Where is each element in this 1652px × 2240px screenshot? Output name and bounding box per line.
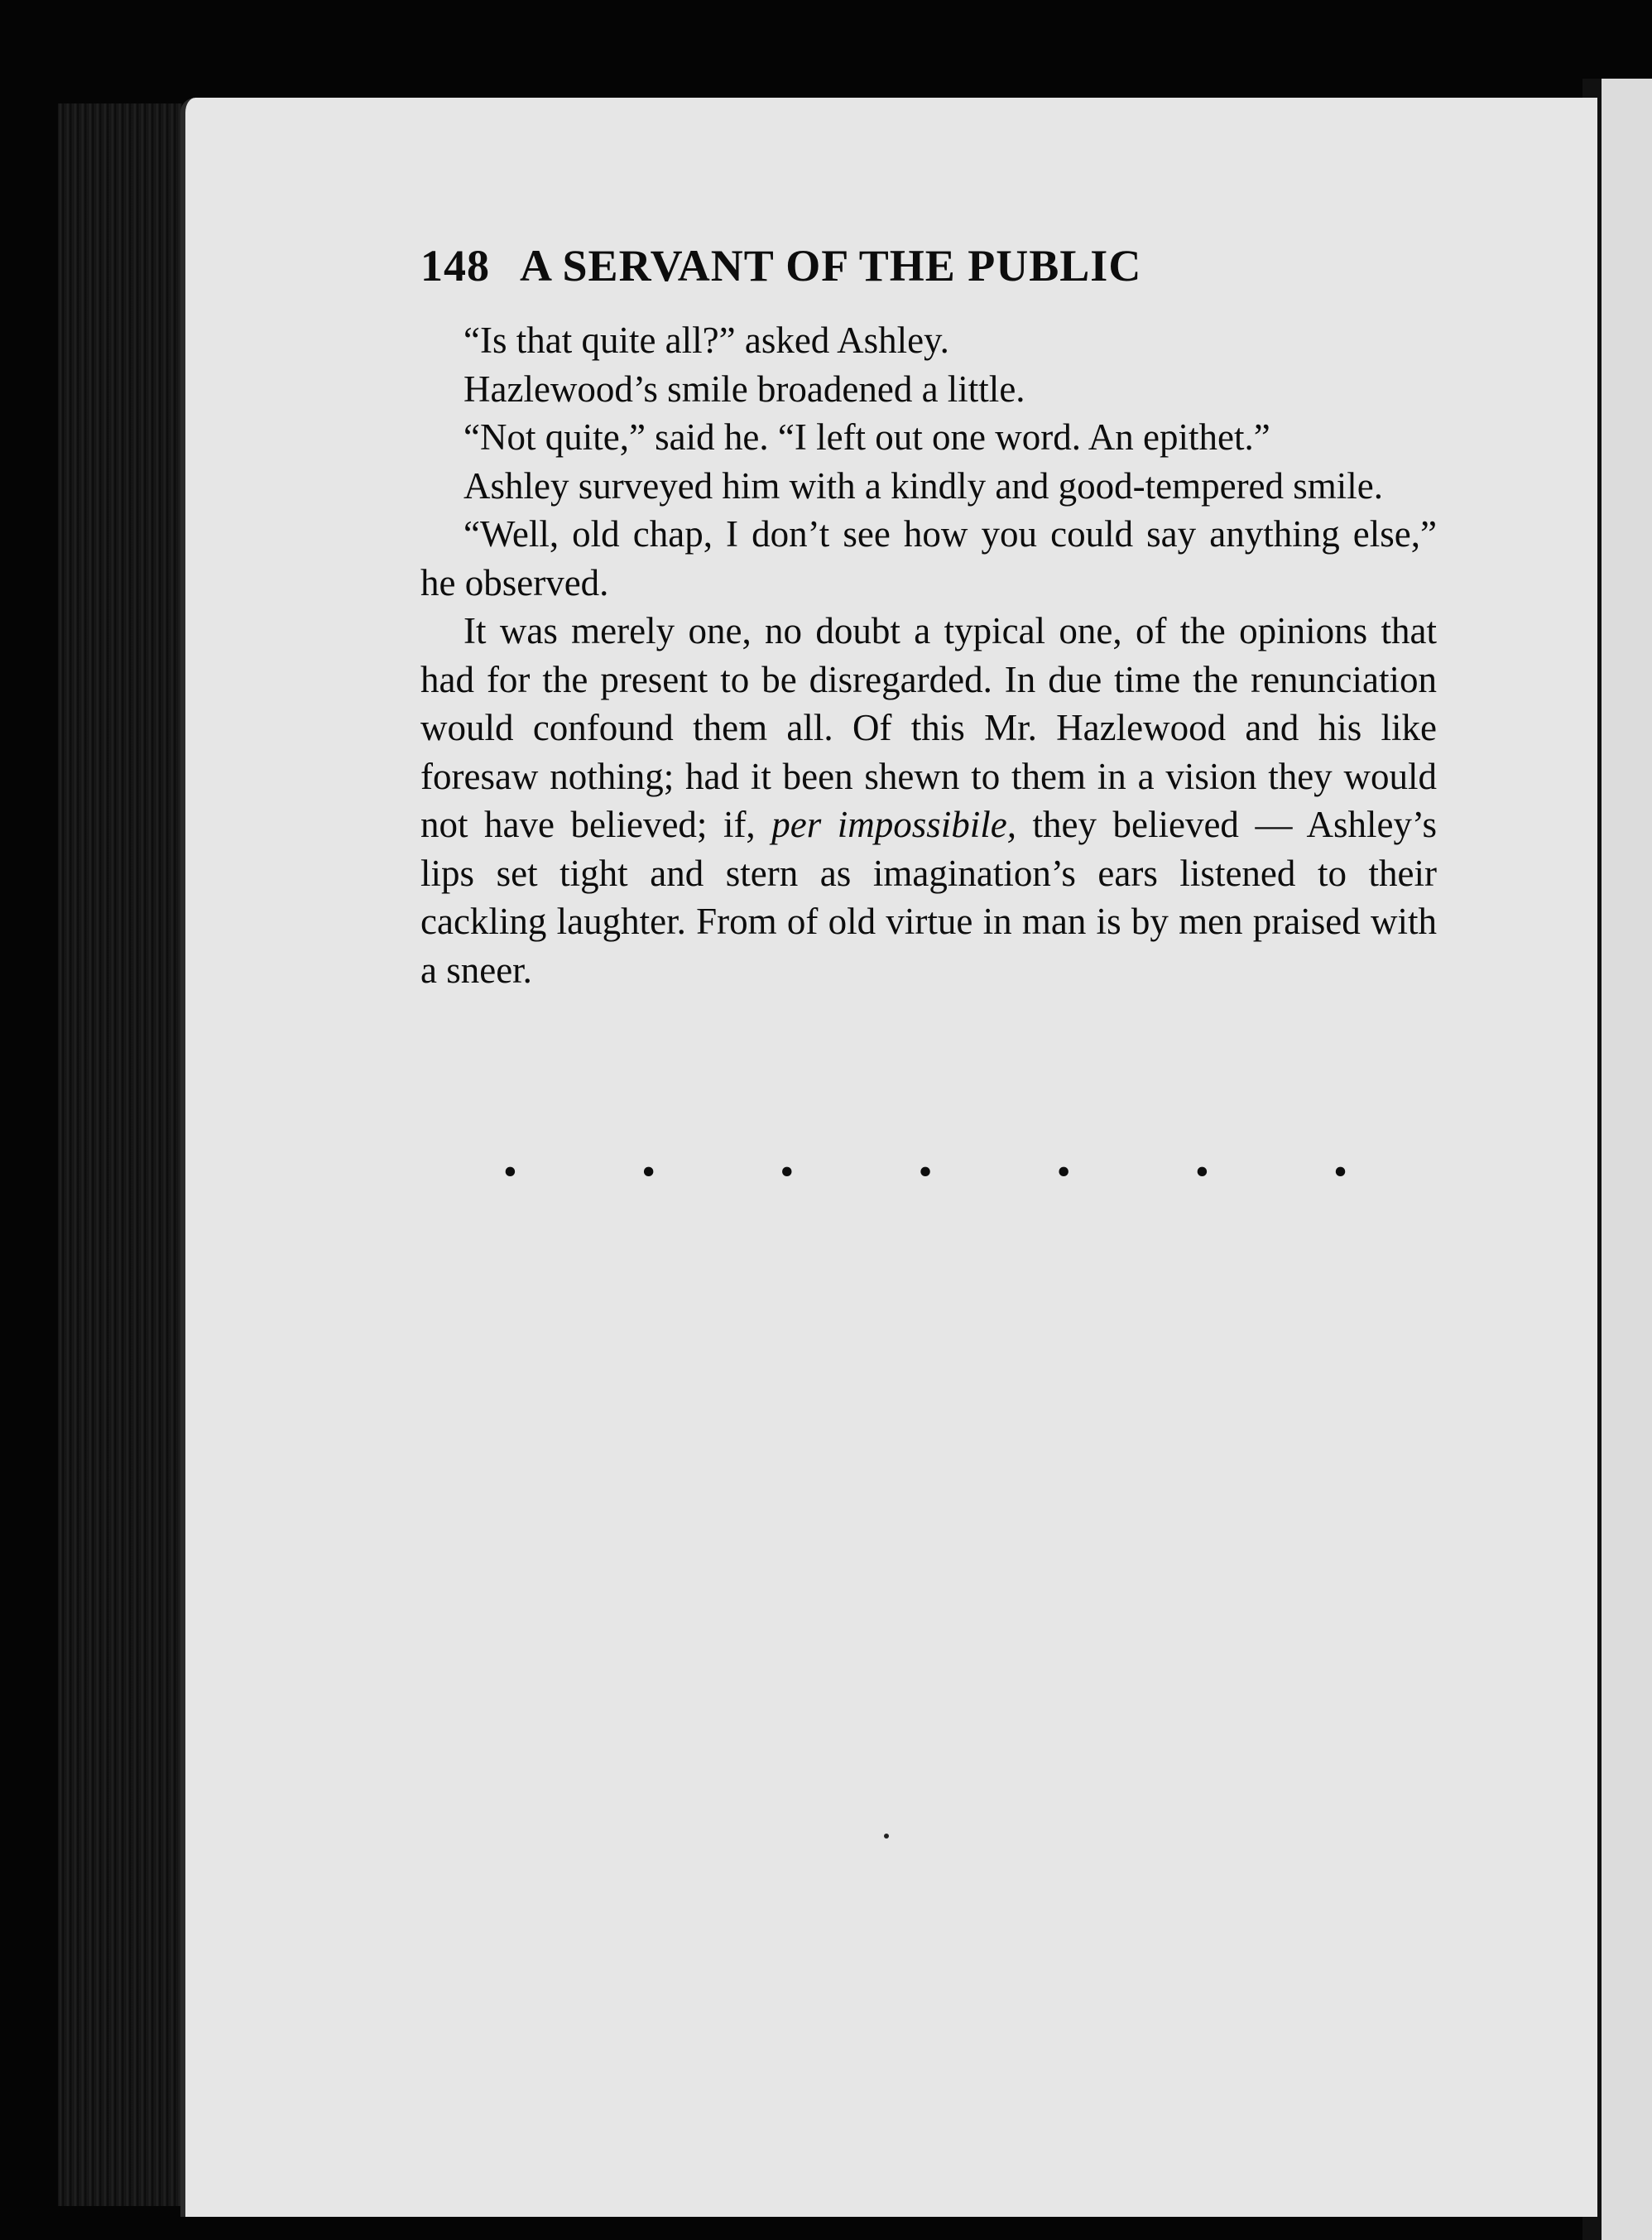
paragraph: Ashley surveyed him with a kindly and good-tempered smile. [463, 464, 1384, 507]
paragraph: “Not quite,” said he. “I left out one word. An epithet.” [463, 416, 1270, 458]
section-break-dot: • [780, 1150, 795, 1194]
running-title: A SERVANT OF THE PUBLIC [520, 241, 1142, 291]
facing-page-edge [1597, 79, 1652, 2240]
section-break [503, 1149, 1347, 1195]
running-header [420, 240, 1437, 313]
section-break-dot: • [1333, 1150, 1347, 1194]
section-break-dot: • [1194, 1150, 1209, 1194]
section-break-dot: • [918, 1150, 933, 1194]
page-number: 148 [420, 241, 490, 291]
section-break-dot: • [1056, 1150, 1071, 1194]
paragraph-text: they believed — Ashley’s lips set tight and stern as imagination’s ears listened to their cackling laughter. From of old virtue in man is by men praised with a sneer. [420, 804, 1437, 991]
paragraph [420, 607, 1437, 994]
book-page-edges [58, 103, 182, 2206]
paragraph: “Well, old chap, I don’t see how you could say anything else,” he observed. [420, 513, 1437, 603]
page-text [420, 240, 1437, 994]
section-break-dot: • [641, 1150, 656, 1194]
section-break-dot: • [503, 1150, 517, 1194]
paragraph-text: It was merely one, no doubt a typical one, of the opinions that had for the present to be disregarded. In due time the renunciation would confound them all. Of this Mr. Hazlewood and his like foresaw nothing; had it been shewn to them in a vision they would not have believed; if, [420, 610, 1437, 845]
italic-phrase: per impossibile, [771, 804, 1016, 845]
paragraph: Hazlewood’s smile broadened a little. [463, 368, 1025, 410]
scan-speck [884, 1834, 889, 1839]
paragraph: “Is that quite all?” asked Ashley. [463, 320, 949, 361]
